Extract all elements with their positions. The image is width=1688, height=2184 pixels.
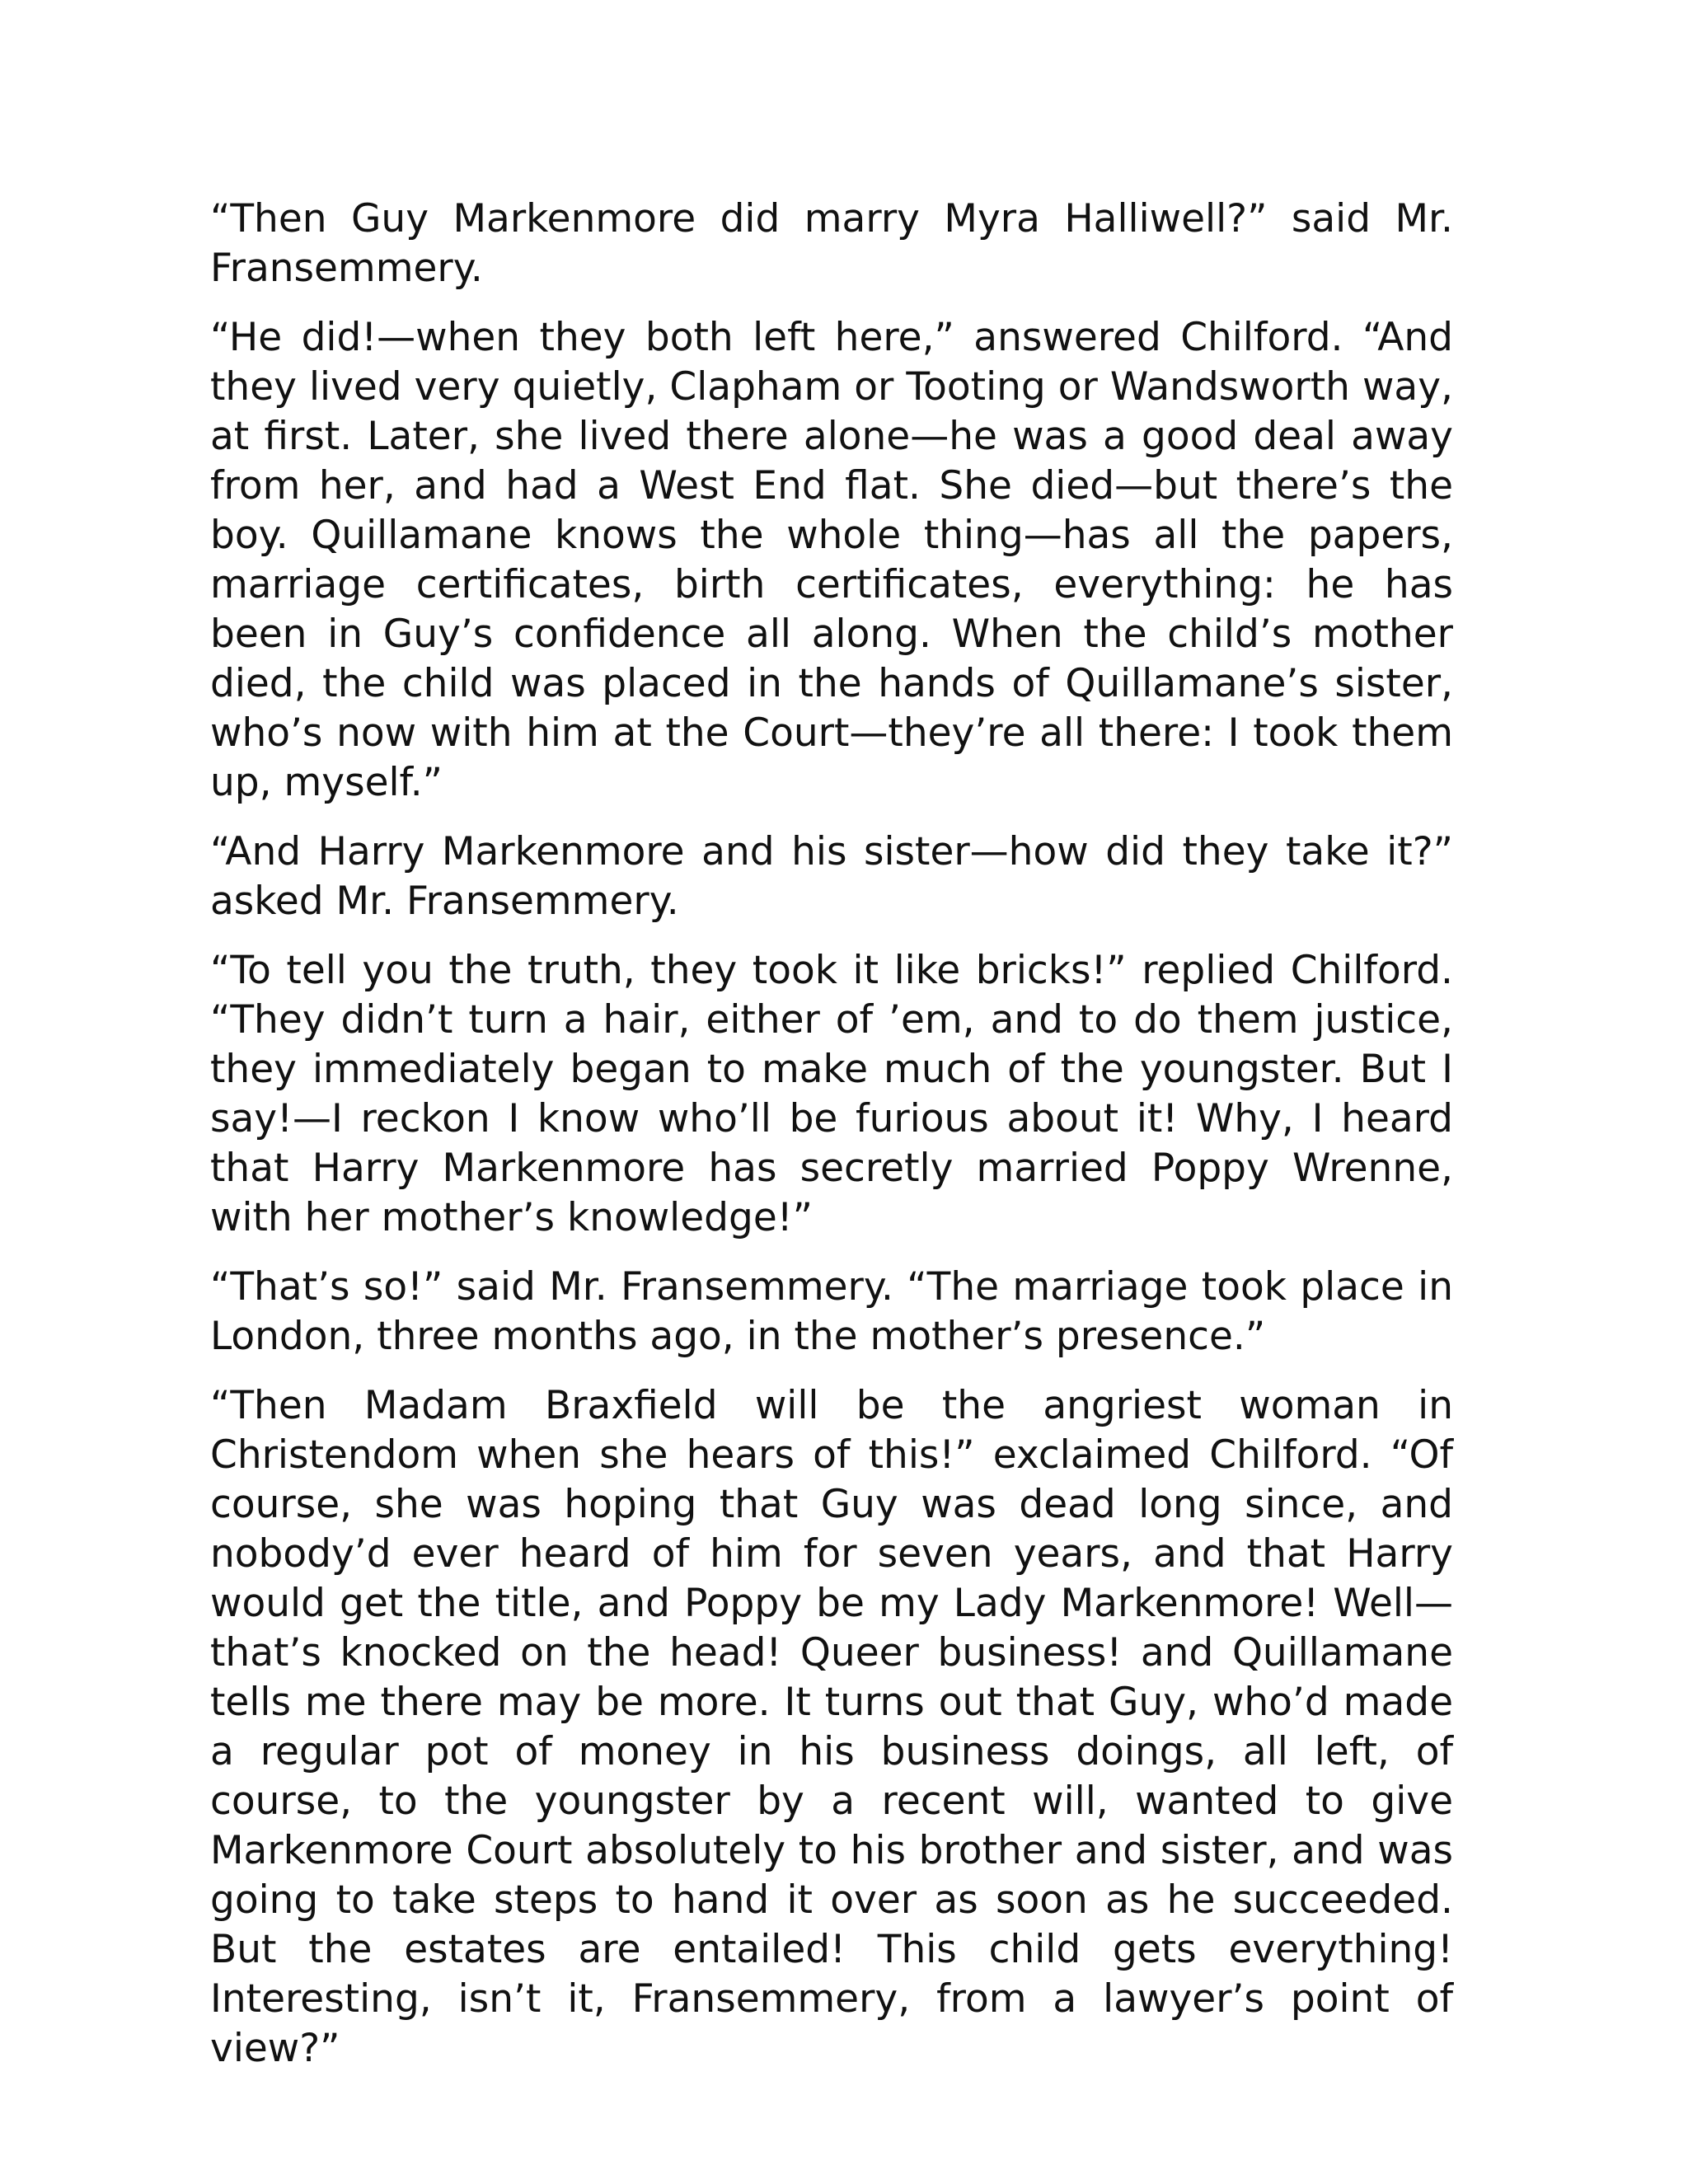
paragraph: “That’s so!” said Mr. Fransemmery. “The marriage took place in London, three months ago, in the mother’s presence.” bbox=[210, 1264, 1453, 1359]
paragraph: “And Harry Markenmore and his sister—how did they take it?” asked Mr. Fransemmery. bbox=[210, 829, 1453, 924]
paragraph: “To tell you the truth, they took it like bricks!” replied Chilford. “They didn’t turn a hair, either of ’em, and to do them justice, they immediately began to make much of the youngster. But I say!—I reckon I know who’ll be furious about it! Why, I heard that Harry Markenmore has secretly married Poppy Wrenne, with her mother’s knowledge!” bbox=[210, 948, 1453, 1240]
paragraph: “He did!—when they both left here,” answered Chilford. “And they lived very quietly, Clapham or Tooting or Wandsworth way, at first. Later, she lived there alone—he was a good deal away from her, and had a West End flat. She died—but there’s the boy. Quillamane knows the whole thing—has all the papers, marriage certificates, birth certificates, everything: he has been in Guy’s confidence all along. When the child’s mother died, the child was placed in the hands of Quillamane’s sister, who’s now with him at the Court—they’re all there: I took them up, myself.” bbox=[210, 315, 1453, 805]
page-body bbox=[210, 194, 1453, 2093]
paragraph: “Then Guy Markenmore did marry Myra Halliwell?” said Mr. Fransemmery. bbox=[210, 196, 1453, 291]
paragraph: “Then Madam Braxfield will be the angriest woman in Christendom when she hears of this!” exclaimed Chilford. “Of course, she was hoping that Guy was dead long since, and nobody’d ever heard of him for seven years, and that Harry would get the title, and Poppy be my Lady Markenmore! Well—that’s knocked on the head! Queer business! and Quillamane tells me there may be more. It turns out that Guy, who’d made a regular pot of money in his business doings, all left, of course, to the youngster by a recent will, wanted to give Markenmore Court absolutely to his brother and sister, and was going to take steps to hand it over as soon as he succeeded. But the estates are entailed! This child gets everything! Interesting, isn’t it, Fransemmery, from a lawyer’s point of view?” bbox=[210, 1383, 1453, 2071]
